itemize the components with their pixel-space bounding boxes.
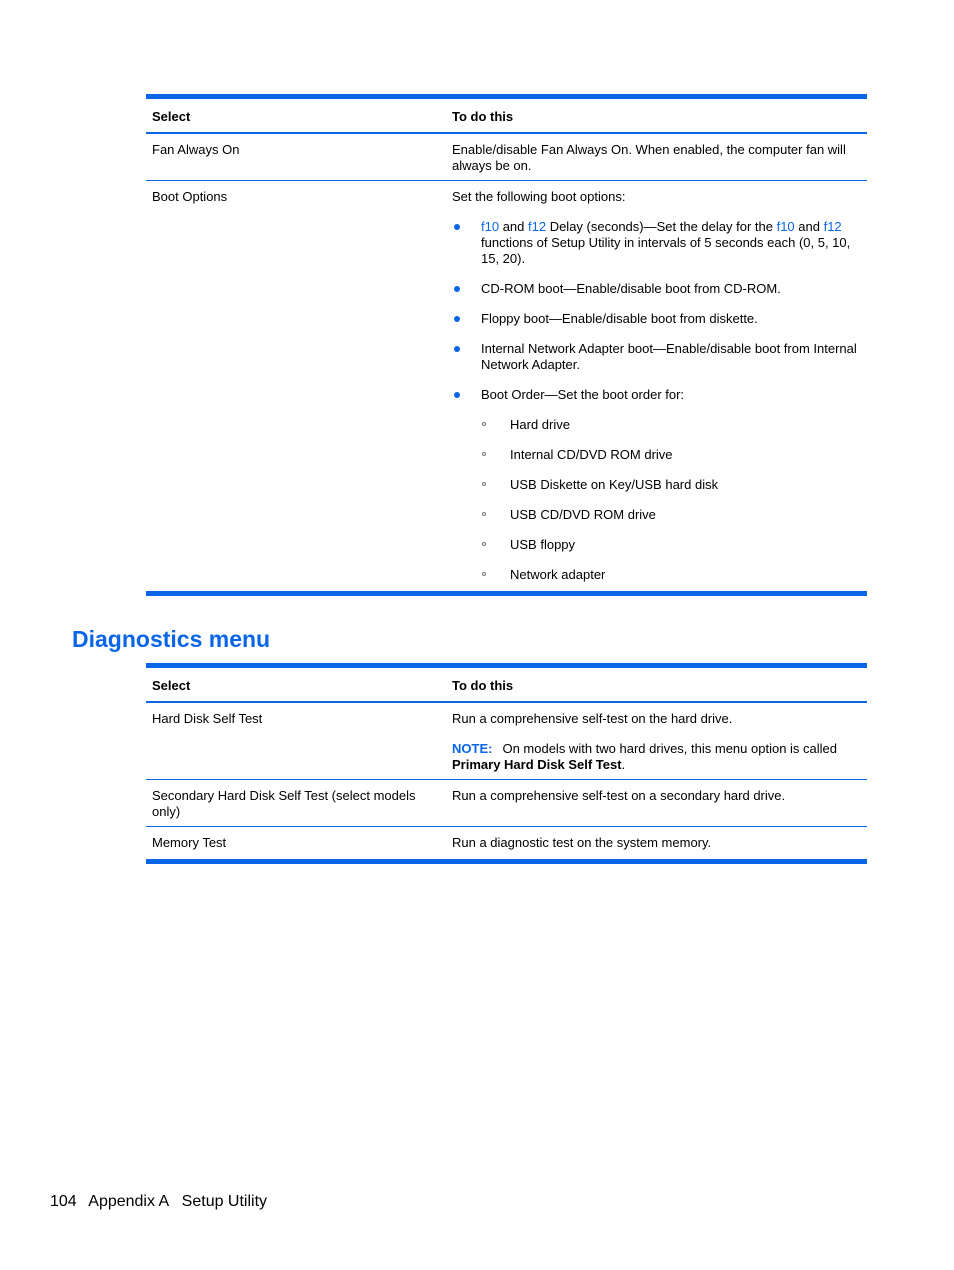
table-header-row [146, 99, 867, 134]
text-fragment: Delay (seconds)—Set the delay for the [546, 219, 777, 234]
boot-order-list [481, 417, 861, 583]
list-item [452, 281, 861, 297]
boot-options-intro: Set the following boot options: [452, 189, 626, 204]
text-fragment: functions of Setup Utility in intervals of 5 seconds each (0, 5, 10, 15, 20). [481, 235, 851, 266]
list-item-text: Floppy boot—Enable/disable boot from diskette. [481, 311, 758, 326]
circle-bullet-icon [482, 572, 486, 576]
cell-select: Boot Options [152, 189, 228, 204]
list-item [452, 341, 861, 373]
bullet-icon [454, 392, 460, 398]
cell-description [446, 703, 867, 779]
key-f12-link[interactable]: f12 [823, 219, 842, 234]
page-number: 104 [50, 1193, 77, 1210]
text-fragment: and [794, 219, 824, 234]
sub-list-item-text: Hard drive [510, 417, 570, 432]
bullet-icon [454, 286, 460, 292]
note-end: . [621, 757, 626, 772]
sub-list-item [481, 507, 861, 523]
list-item [452, 387, 861, 583]
bullet-icon [454, 316, 460, 322]
description-text: Run a comprehensive self-test on the hard drive. [452, 711, 733, 726]
table-row-secondary-hard-disk-self-test [146, 779, 867, 826]
key-f12-link[interactable]: f12 [528, 219, 547, 234]
table-row-memory-test [146, 826, 867, 859]
cell-description: Run a diagnostic test on the system memory. [452, 835, 712, 850]
list-item [452, 219, 861, 267]
cell-select: Memory Test [152, 835, 227, 850]
note [452, 741, 861, 773]
sub-list-item [481, 417, 861, 433]
circle-bullet-icon [482, 482, 486, 486]
cell-select: Fan Always On [152, 142, 240, 157]
sub-list-item [481, 567, 861, 583]
table-row-fan-always-on [146, 134, 867, 180]
list-item [452, 311, 861, 327]
header-to-do-this: To do this [452, 678, 514, 693]
sub-list-item-text: Network adapter [510, 567, 606, 582]
list-item-text: CD-ROM boot—Enable/disable boot from CD-ROM. [481, 281, 781, 296]
list-item-text: Boot Order—Set the boot order for: [481, 387, 685, 402]
header-to-do-this: To do this [452, 109, 514, 124]
section-title: Diagnostics menu [72, 626, 271, 652]
page-footer [50, 1192, 275, 1212]
table-header-row [146, 668, 867, 703]
circle-bullet-icon [482, 512, 486, 516]
sub-list-item-text: USB CD/DVD ROM drive [510, 507, 656, 522]
table-row-boot-options [146, 180, 867, 591]
circle-bullet-icon [482, 452, 486, 456]
circle-bullet-icon [482, 542, 486, 546]
note-bold-text: Primary Hard Disk Self Test [452, 757, 622, 772]
sub-list-item [481, 447, 861, 463]
diagnostics-table [146, 663, 867, 864]
cell-select: Secondary Hard Disk Self Test (select models only) [152, 788, 416, 819]
note-text: On models with two hard drives, this menu option is called [502, 741, 837, 756]
header-select: Select [152, 678, 191, 693]
cell-description: Run a comprehensive self-test on a secondary hard drive. [452, 788, 786, 803]
boot-options-list [452, 219, 861, 583]
circle-bullet-icon [482, 422, 486, 426]
sub-list-item-text: USB floppy [510, 537, 576, 552]
key-f10-link[interactable]: f10 [776, 219, 795, 234]
boot-settings-table [146, 94, 867, 596]
note-label: NOTE: [452, 741, 493, 756]
key-f10-link[interactable]: f10 [481, 219, 500, 234]
cell-description: Enable/disable Fan Always On. When enabled, the computer fan will always be on. [452, 142, 846, 173]
sub-list-item [481, 537, 861, 553]
header-select: Select [152, 109, 191, 124]
cell-description [446, 181, 867, 591]
table-row-hard-disk-self-test [146, 703, 867, 779]
footer-appendix: Appendix A [88, 1193, 170, 1210]
bullet-icon [454, 346, 460, 352]
cell-select: Hard Disk Self Test [152, 711, 263, 726]
list-item-text: Internal Network Adapter boot—Enable/disable boot from Internal Network Adapter. [481, 341, 857, 372]
footer-title: Setup Utility [181, 1193, 268, 1210]
bullet-icon [454, 224, 460, 230]
sub-list-item-text: USB Diskette on Key/USB hard disk [510, 477, 719, 492]
text-fragment: and [499, 219, 528, 234]
sub-list-item [481, 477, 861, 493]
sub-list-item-text: Internal CD/DVD ROM drive [510, 447, 673, 462]
